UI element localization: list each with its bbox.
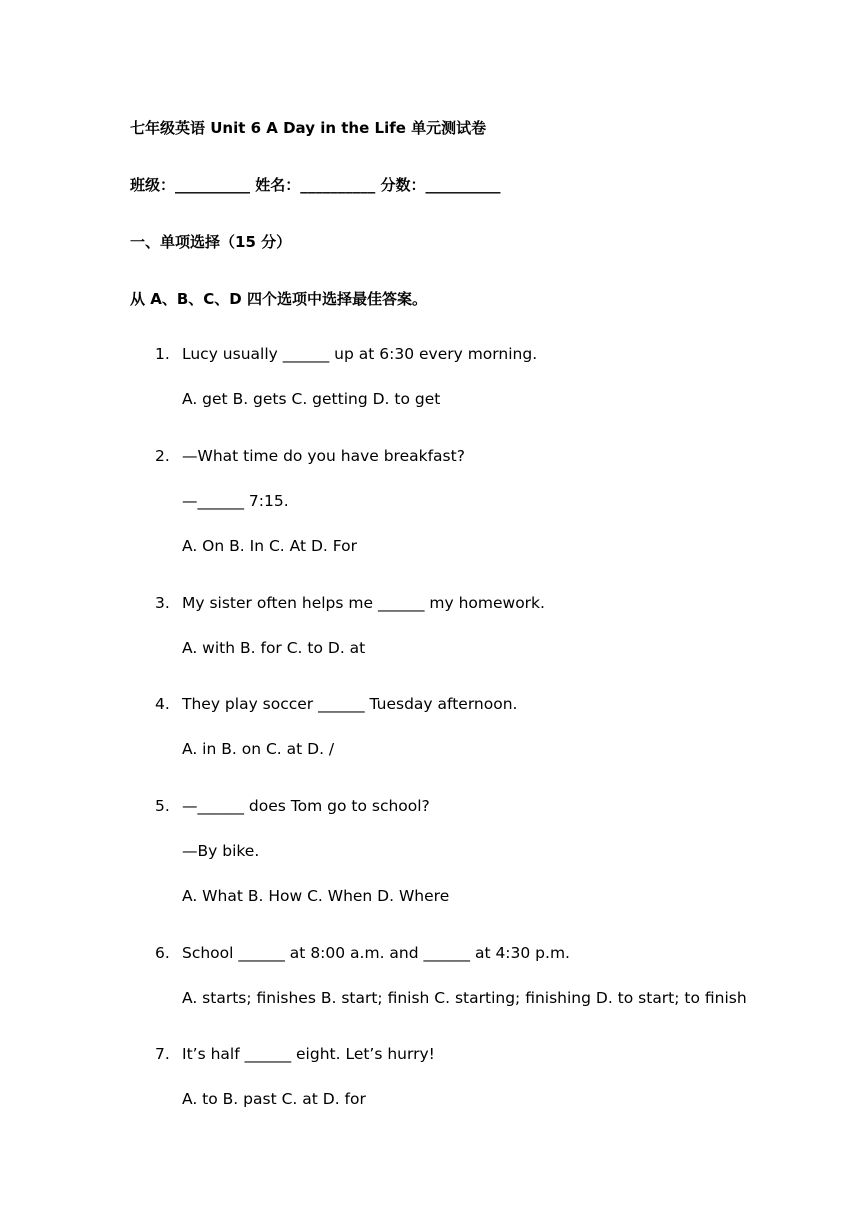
section-heading: 一、单项选择（15 分） (130, 233, 292, 251)
question-number: 4. (155, 695, 170, 713)
question-5-reply: —By bike. (182, 842, 260, 860)
question-7 (155, 1044, 435, 1064)
question-number: 3. (155, 594, 170, 612)
question-number: 5. (155, 797, 170, 815)
question-number: 1. (155, 345, 170, 363)
question-4-options: A. in B. on C. at D. / (182, 740, 335, 758)
question-number: 2. (155, 447, 170, 465)
question-2-options: A. On B. In C. At D. For (182, 537, 357, 555)
question-1 (155, 344, 537, 364)
question-5 (155, 796, 430, 816)
question-6-options: A. starts; finishes B. start; finish C. starting; finishing D. to start; to finish (182, 989, 747, 1007)
question-1-options: A. get B. gets C. getting D. to get (182, 390, 441, 408)
document-title: 七年级英语 Unit 6 A Day in the Life 单元测试卷 (130, 119, 487, 137)
question-6 (155, 943, 570, 963)
instruction-text: 从 A、B、C、D 四个选项中选择最佳答案。 (130, 290, 427, 308)
question-2-reply: —______ 7:15. (182, 492, 289, 510)
question-2 (155, 446, 465, 466)
question-stem: My sister often helps me ______ my homework. (182, 594, 545, 612)
question-stem: —What time do you have breakfast? (182, 447, 465, 465)
student-info-line: 班级：__________ 姓名：__________ 分数：__________ (130, 176, 501, 194)
question-4 (155, 694, 517, 714)
question-stem: School ______ at 8:00 a.m. and ______ at 4:30 p.m. (182, 944, 570, 962)
question-stem: Lucy usually ______ up at 6:30 every morning. (182, 345, 538, 363)
question-stem: They play soccer ______ Tuesday afternoon. (182, 695, 518, 713)
question-number: 7. (155, 1045, 170, 1063)
question-number: 6. (155, 944, 170, 962)
question-stem: It’s half ______ eight. Let’s hurry! (182, 1045, 435, 1063)
question-stem: —______ does Tom go to school? (182, 797, 430, 815)
question-3-options: A. with B. for C. to D. at (182, 639, 366, 657)
question-3 (155, 593, 545, 613)
question-5-options: A. What B. How C. When D. Where (182, 887, 450, 905)
question-7-options: A. to B. past C. at D. for (182, 1090, 366, 1108)
